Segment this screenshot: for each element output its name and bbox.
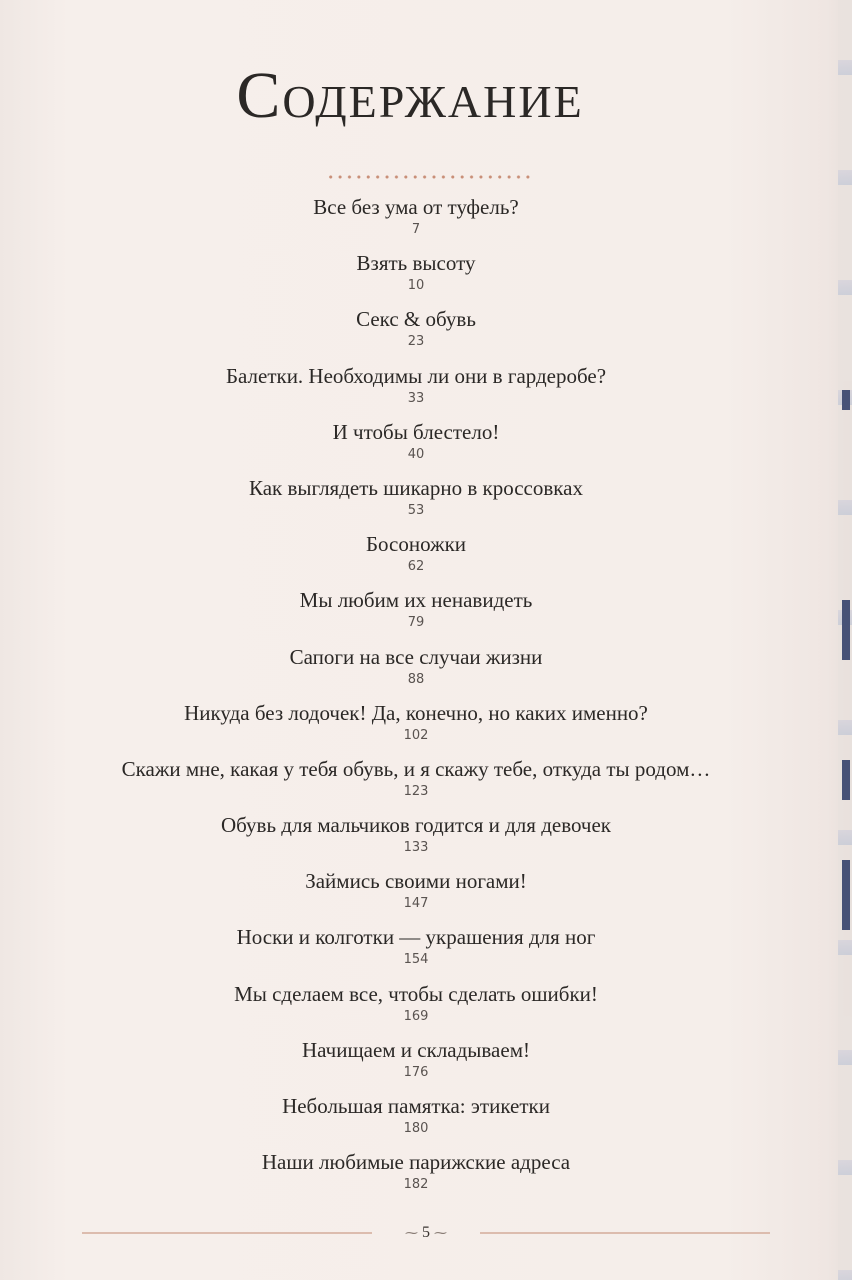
toc-entry-page: 180 — [403, 1121, 429, 1136]
toc-entry-title: Секс & обувь — [356, 307, 476, 332]
toc-entry-title: Небольшая памятка: этикетки — [282, 1094, 550, 1118]
toc-entry-page: 154 — [403, 952, 429, 968]
toc-entry-page: 53 — [407, 502, 425, 518]
toc-entry-page: 79 — [407, 615, 425, 631]
ornament-left-icon: ⁓ — [405, 1225, 418, 1240]
footer-rule-right — [480, 1232, 770, 1234]
page-title: Содержание — [236, 59, 584, 132]
edge-stripe — [842, 600, 850, 660]
toc-entry[interactable] — [0, 418, 832, 474]
table-of-contents — [0, 193, 832, 1204]
toc-entry-page: 182 — [403, 1177, 429, 1193]
toc-entry-page: 10 — [407, 278, 425, 294]
toc-entry-page: 123 — [403, 783, 429, 799]
edge-stripe — [842, 390, 850, 410]
toc-entry-title: Взять высоту — [356, 251, 476, 276]
toc-entry[interactable] — [0, 305, 832, 361]
toc-entry[interactable] — [0, 643, 832, 699]
toc-entry-page: 102 — [403, 727, 429, 743]
toc-entry-page: 7 — [411, 222, 421, 237]
toc-entry-title: Босоножки — [365, 532, 467, 557]
toc-entry-page: 147 — [403, 896, 429, 912]
toc-entry-page: 33 — [407, 390, 425, 406]
toc-entry[interactable] — [0, 249, 832, 305]
toc-entry[interactable] — [0, 1092, 832, 1148]
toc-entry-title: Все без ума от туфель? — [313, 195, 519, 219]
toc-entry-page: 133 — [403, 840, 429, 856]
toc-entry-title: Мы любим их ненавидеть — [299, 588, 533, 613]
toc-entry-page: 40 — [407, 446, 425, 462]
footer-rule-left — [82, 1232, 372, 1234]
toc-entry-title: Займись своими ногами! — [305, 869, 527, 894]
toc-entry[interactable] — [0, 699, 832, 755]
toc-entry[interactable] — [0, 1148, 832, 1204]
dotted-divider — [326, 174, 532, 180]
toc-entry[interactable] — [0, 811, 832, 867]
toc-entry[interactable] — [0, 923, 832, 979]
toc-entry-page: 169 — [403, 1008, 429, 1024]
toc-entry-title: Начищаем и складываем! — [302, 1037, 530, 1062]
toc-entry[interactable] — [0, 474, 832, 530]
toc-entry-title: Носки и колготки — украшения для ног — [236, 925, 596, 950]
toc-entry[interactable] — [0, 193, 832, 249]
toc-entry-title: Скажи мне, какая у тебя обувь, и я скажу тебе, откуда ты родом… — [121, 756, 711, 781]
toc-entry[interactable] — [0, 530, 832, 586]
toc-entry-title: Никуда без лодочек! Да, конечно, но каких именно? — [184, 700, 648, 725]
toc-entry[interactable] — [0, 755, 832, 811]
toc-entry-title: Обувь для мальчиков годится и для девочек — [220, 813, 612, 838]
toc-entry[interactable] — [0, 1036, 832, 1092]
toc-entry-title: Сапоги на все случаи жизни — [289, 644, 543, 669]
ornament-right-icon: ⁓ — [434, 1225, 447, 1240]
page-folio — [378, 1224, 474, 1242]
toc-entry-title: Балетки. Необходимы ли они в гардеробе? — [225, 363, 607, 388]
toc-entry[interactable] — [0, 980, 832, 1036]
toc-entry-title: Наши любимые парижские адреса — [261, 1150, 571, 1175]
toc-entry-title: И чтобы блестело! — [332, 419, 500, 444]
toc-entry-title: Как выглядеть шикарно в кроссовках — [249, 475, 583, 500]
toc-entry-page: 88 — [407, 671, 425, 687]
toc-entry[interactable] — [0, 362, 832, 418]
toc-entry[interactable] — [0, 586, 832, 642]
edge-stripe — [842, 760, 850, 800]
page-number: 5 — [422, 1224, 430, 1241]
book-edge — [838, 0, 852, 1280]
toc-entry-title: Мы сделаем все, чтобы сделать ошибки! — [234, 981, 598, 1006]
toc-entry[interactable] — [0, 867, 832, 923]
toc-entry-page: 23 — [407, 334, 425, 350]
edge-stripe — [842, 860, 850, 930]
toc-entry-page: 62 — [407, 559, 425, 575]
toc-entry-page: 176 — [403, 1064, 429, 1080]
